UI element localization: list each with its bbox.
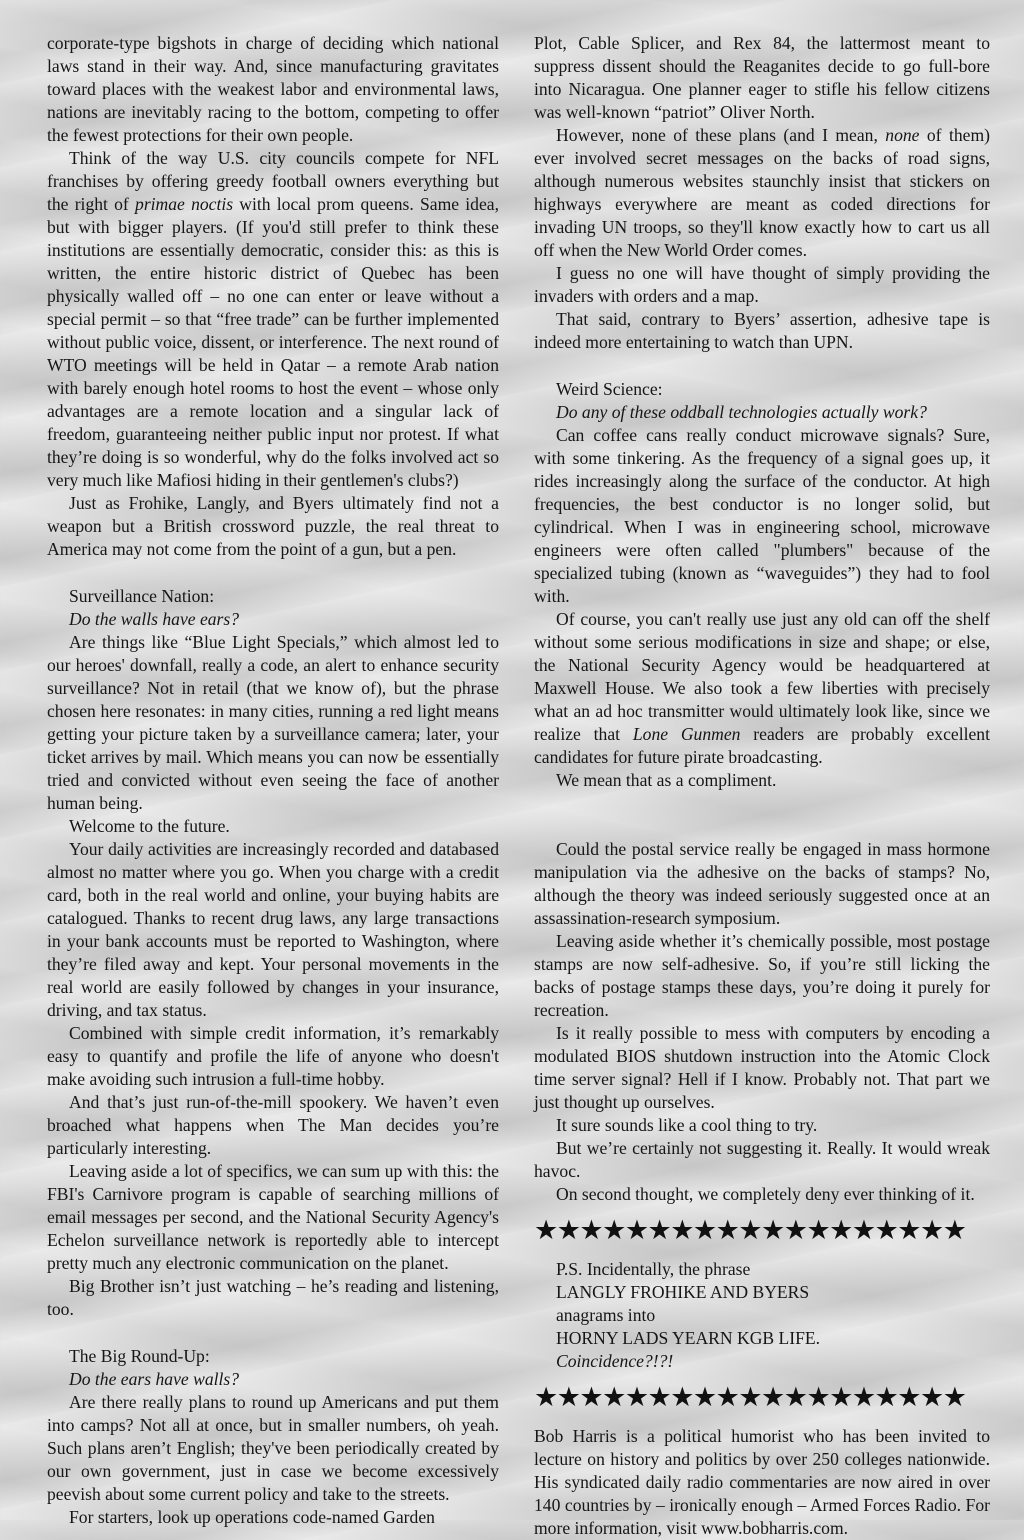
section-heading: The Big Round-Up: xyxy=(69,1346,210,1366)
body-paragraph: Your daily activities are increasingly recorded and databased almost no matter where you go. When you charge with a credit card, both in the real world and online, your buying habits are catalogued. Thanks to recent drug laws, any large transactions in your bank accounts must be reported to Washington, where they’re filed away and kept. Your personal movements in the real world are easily followed by changes in your insurance, driving, and tax status. xyxy=(47,839,499,1020)
body-paragraph: On second thought, we completely deny ever thinking of it. xyxy=(556,1184,975,1204)
body-paragraph: Leaving aside a lot of specifics, we can sum up with this: the FBI's Carnivore program is capable of searching millions of email messages per second, and the National Security Agency's Echelon surveillance network is reportedly able to intercept pretty much any electronic communication on the planet. xyxy=(47,1161,499,1273)
star-divider: ★★★★★★★★★★★★★★★★★★★ xyxy=(534,1215,966,1246)
italic-term: none xyxy=(885,125,920,145)
body-paragraph: Welcome to the future. xyxy=(69,816,230,836)
author-bio: Bob Harris is a political humorist who has been invited to lecture on history and politics by over 250 colleges nationwide. His syndicated daily radio commentaries are now aired in over 140 countries by – ironically enough – Armed Forces Radio. For more information, visit www.bobharris.com. xyxy=(534,1426,990,1538)
body-paragraph: Big Brother isn’t just watching – he’s reading and listening, too. xyxy=(47,1276,499,1319)
left-column xyxy=(47,32,499,1529)
ps-anagram: HORNY LADS YEARN KGB LIFE. xyxy=(556,1328,821,1348)
body-paragraph: Combined with simple credit information, it’s remarkably easy to quantify and profile the life of anyone who doesn't make avoiding such intrusion a full-time hobby. xyxy=(47,1023,499,1089)
body-paragraph: We mean that as a compliment. xyxy=(556,770,777,790)
body-paragraph: For starters, look up operations code-named Garden xyxy=(69,1507,435,1527)
body-paragraph xyxy=(534,124,990,262)
italic-term: Lone Gunmen xyxy=(632,724,741,744)
text-run: of them) ever involved secret messages on the backs of road signs, although numerous websites staunchly insist that stickers on highways everywhere are meant as coded directions for invading UN troops, so they'll know exactly how to cart us all off when the New World Order comes. xyxy=(534,125,990,260)
section-subheading: Do the walls have ears? xyxy=(69,609,240,629)
body-paragraph: Just as Frohike, Langly, and Byers ultimately find not a weapon but a British crossword puzzle, the real threat to America may not come from the point of a gun, but a pen. xyxy=(47,493,499,559)
text-run: with local prom queens. Same idea, but with bigger players. (If you'd still prefer to think these institutions are essentially democratic, consider this: as this is written, the entire historic district of Quebec has been physically walled off – no one can enter or leave without a special permit – so that “free trade” can be further implemented without public voice, dissent, or interference. The next round of WTO meetings will be held in Qatar – a remote Arab nation with barely enough hotel rooms to host the event – whose only advantages are a remote location and a singular lack of freedom, guaranteeing neither public input nor protest. If what they’re doing is so wonderful, why do the folks involved act so very much like Mafiosi hiding in their gentlemen's clubs?) xyxy=(47,194,499,490)
text-run: Think of the way U.S. city councils compete for NFL franchises by offering greedy football owners everything but the right of xyxy=(47,148,499,214)
body-paragraph: Are there really plans to round up Americans and put them into camps? Not all at once, but in smaller numbers, oh yeah. Such plans aren’t English; they've been periodically created by our own government, just in case we become excessively peevish about some current policy and take to the streets. xyxy=(47,1392,499,1504)
section-heading: Weird Science: xyxy=(556,379,663,399)
body-paragraph: Can coffee cans really conduct microwave signals? Sure, with some tinkering. As the frequency of a signal goes up, it rides increasingly along the surface of the conductor. At high frequencies, the best conductor is no longer solid, but cylindrical. When I was in engineering school, microwave engineers were often called "plumbers" because of the specialized tubing (known as “waveguides”) they had to fool with. xyxy=(534,425,990,606)
ps-coincidence: Coincidence?!?! xyxy=(556,1351,674,1371)
body-paragraph: Leaving aside whether it’s chemically possible, most postage stamps are now self-adhesive. So, if you’re still licking the backs of postage stamps these days, you’re doing it purely for recreation. xyxy=(534,931,990,1020)
body-paragraph: Is it really possible to mess with computers by encoding a modulated BIOS shutdown instruction into the Atomic Clock time server signal? Hell if I know. Probably not. That part we just thought up ourselves. xyxy=(534,1023,990,1112)
body-paragraph: That said, contrary to Byers’ assertion, adhesive tape is indeed more entertaining to watch than UPN. xyxy=(534,309,990,352)
body-paragraph: Are things like “Blue Light Specials,” which almost led to our heroes' downfall, really a code, an alert to enhance security surveillance? Not in retail (that we know of), but the phrase chosen here resonates: in many cities, running a red light means getting your picture taken by a surveillance camera; later, your ticket arrives by mail. Which means you can now be essentially tried and convicted without even seeing the face of another human being. xyxy=(47,632,499,813)
body-paragraph: It sure sounds like a cool thing to try. xyxy=(556,1115,818,1135)
italic-term: primae noctis xyxy=(135,194,234,214)
body-paragraph: corporate-type bigshots in charge of deciding which national laws stand in their way. And, since manufacturing gravitates toward places with the weakest labor and environmental laws, nations are inevitably racing to the bottom, competing to offer the fewest protections for their own people. xyxy=(47,33,499,145)
body-paragraph: I guess no one will have thought of simply providing the invaders with orders and a map. xyxy=(534,263,990,306)
ps-phrase: LANGLY FROHIKE AND BYERS xyxy=(556,1282,810,1302)
ps-line: P.S. Incidentally, the phrase xyxy=(556,1259,751,1279)
star-divider: ★★★★★★★★★★★★★★★★★★★ xyxy=(534,1382,966,1413)
section-subheading: Do the ears have walls? xyxy=(69,1369,240,1389)
body-paragraph xyxy=(47,147,499,492)
body-paragraph: But we’re certainly not suggesting it. Really. It would wreak havoc. xyxy=(534,1138,990,1181)
right-column xyxy=(534,32,990,1540)
section-heading: Surveillance Nation: xyxy=(69,586,215,606)
text-run: Of course, you can't really use just any old can off the shelf without some serious modifications in size and shape; or else, the National Security Agency would be headquartered at Maxwell House. We also took a few liberties with precisely what an ad hoc transmitter would ultimately look like, since we realize that xyxy=(534,609,990,744)
text-run: readers are probably excellent candidates for future pirate broadcasting. xyxy=(534,724,990,767)
section-subheading: Do any of these oddball technologies actually work? xyxy=(556,402,927,422)
body-paragraph: Could the postal service really be engaged in mass hormone manipulation via the adhesive on the backs of stamps? No, although the theory was indeed seriously suggested once at an assassination-research symposium. xyxy=(534,839,990,928)
body-paragraph: Plot, Cable Splicer, and Rex 84, the lattermost meant to suppress dissent should the Reaganites decide to go full-bore into Nicaragua. One planner eager to stifle his fellow citizens was well-known “patriot” Oliver North. xyxy=(534,33,990,122)
ps-line: anagrams into xyxy=(556,1305,656,1325)
body-paragraph: And that’s just run-of-the-mill spookery. We haven’t even broached what happens when The Man decides you’re particularly interesting. xyxy=(47,1092,499,1158)
text-run: However, none of these plans (and I mean, xyxy=(556,125,886,145)
body-paragraph xyxy=(534,608,990,769)
